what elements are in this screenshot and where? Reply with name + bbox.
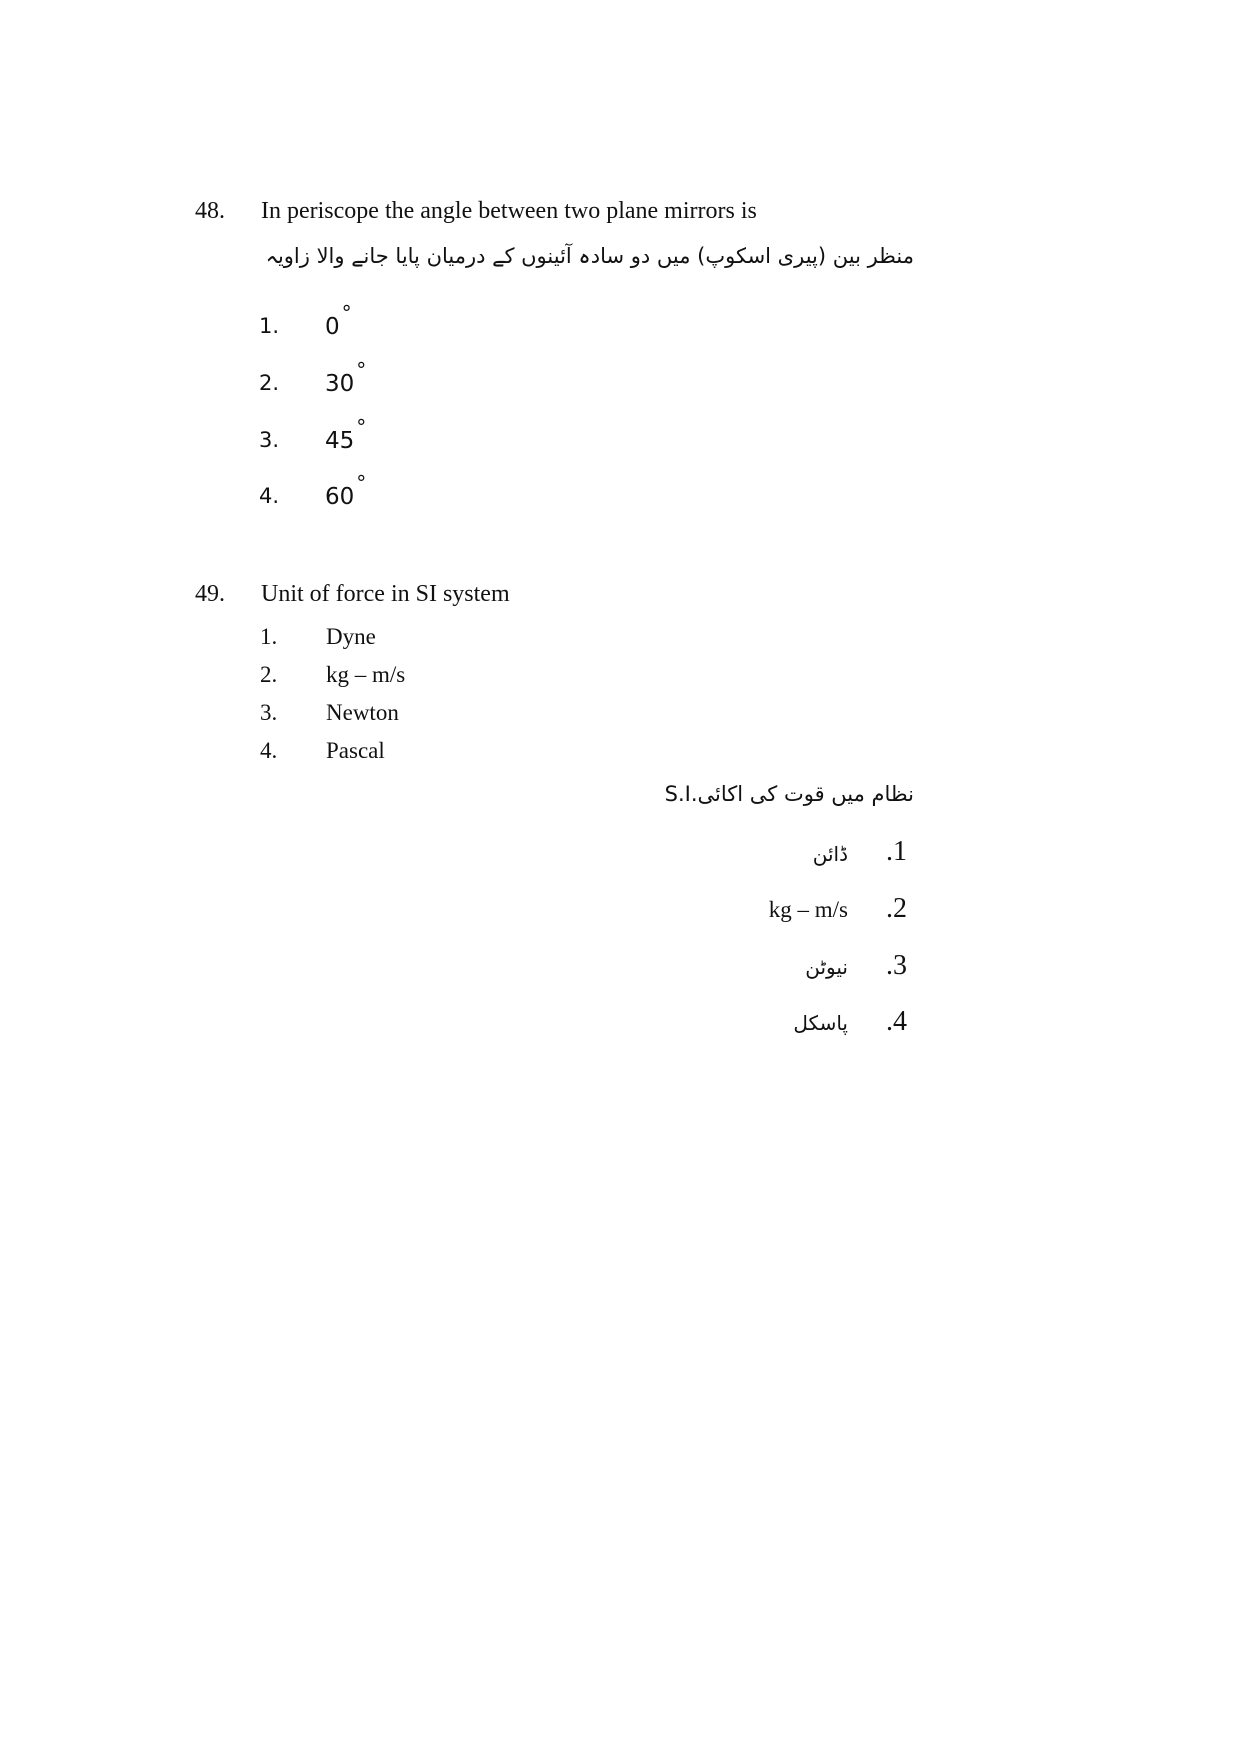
option-value: نیوٹن	[805, 955, 848, 979]
option-number: 3.	[259, 428, 280, 452]
option-number: 1.	[260, 624, 278, 649]
degree-symbol: °	[356, 358, 367, 382]
question-text-urdu: منظر بین (پیری اسکوپ) میں دو سادہ آئینوں کے درمیان پایا جانے والا زاویہ	[265, 244, 914, 268]
option-number: .3	[886, 950, 907, 981]
question-number: 48.	[195, 198, 225, 224]
question-text-urdu: S.I.نظام میں قوت کی اکائی	[664, 782, 914, 806]
option-number: .4	[886, 1006, 907, 1037]
option-number: .1	[886, 836, 907, 867]
option-value: kg – m/s	[326, 662, 406, 687]
option-number: 4.	[260, 738, 278, 763]
option-value: Pascal	[326, 738, 385, 763]
option-value: 60°	[325, 471, 367, 510]
option-number: 3.	[260, 700, 278, 725]
option-value: kg – m/s	[768, 897, 848, 922]
option-value: 45°	[325, 415, 367, 454]
option-value: Dyne	[326, 624, 376, 649]
option-number: 2.	[260, 662, 278, 687]
degree-symbol: °	[356, 471, 367, 495]
option-value: Newton	[326, 700, 399, 725]
question-text-english: In periscope the angle between two plane mirrors is	[261, 198, 757, 224]
question-number: 49.	[195, 581, 225, 607]
option-value: 0°	[325, 301, 352, 340]
degree-symbol: °	[356, 415, 367, 439]
option-value: پاسکل	[793, 1011, 848, 1035]
option-number: .2	[886, 893, 907, 924]
option-number: 1.	[259, 314, 280, 338]
degree-symbol: °	[341, 301, 352, 325]
option-value: ڈائن	[812, 842, 848, 866]
option-number: 4.	[259, 484, 280, 508]
question-text-english: Unit of force in SI system	[261, 581, 510, 607]
option-value: 30°	[325, 358, 367, 397]
option-number: 2.	[259, 371, 280, 395]
